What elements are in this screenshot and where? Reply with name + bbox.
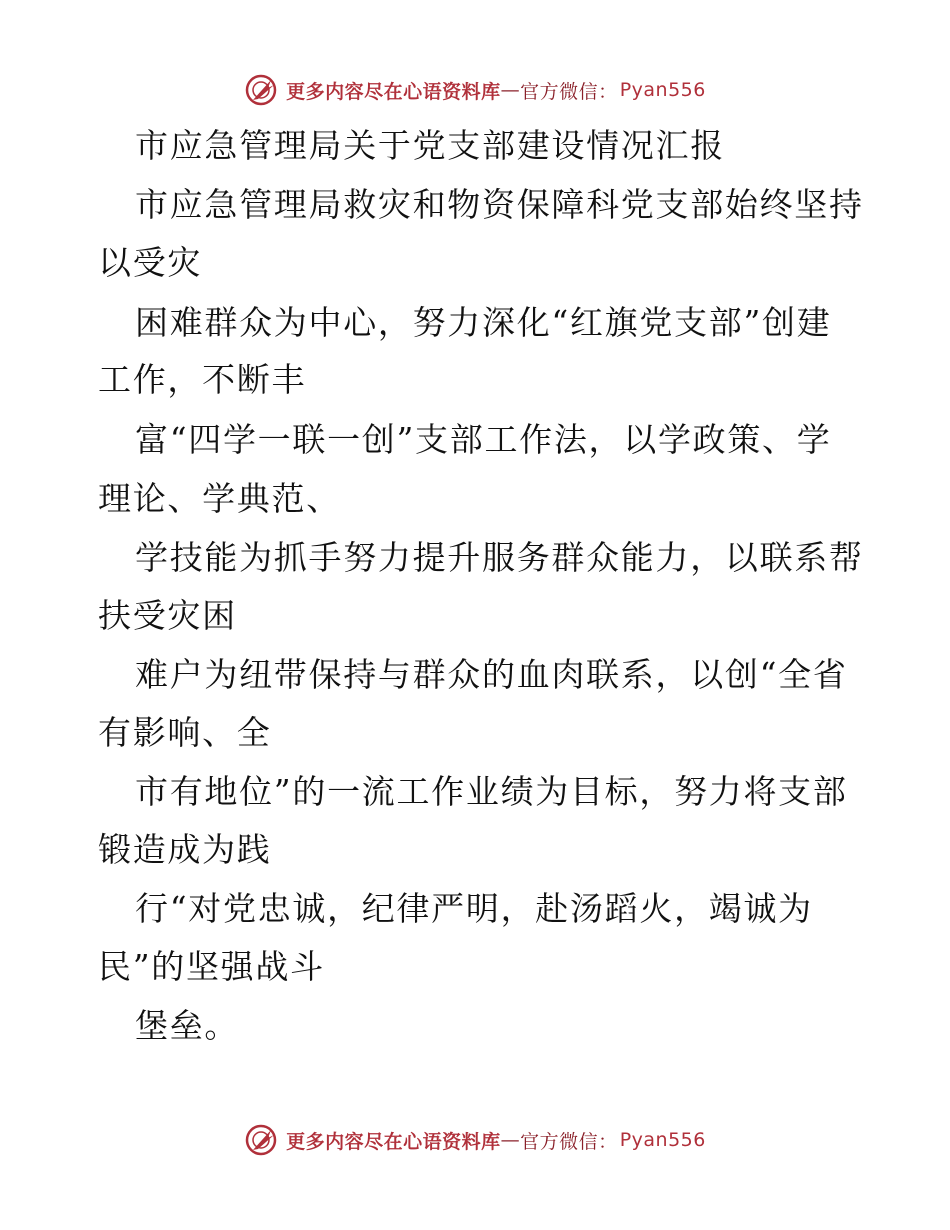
paragraph-line: 市有地位”的一流工作业绩为目标，努力将支部 <box>135 772 848 811</box>
footer-watermark-banner <box>0 1120 950 1160</box>
paragraph-line: 堡垒。 <box>135 1006 240 1045</box>
paragraph-line: 扶受灾困 <box>98 596 237 635</box>
footer-banner-wechat-id: Pyan556 <box>619 1129 706 1151</box>
footer-banner-sub: 官方微信： <box>520 1130 618 1153</box>
paragraph-line: 困难群众为中心，努力深化“红旗党支部”创建 <box>135 303 832 342</box>
paragraph-line: 行“对党忠诚，纪律严明，赴汤蹈火，竭诚为 <box>135 889 813 928</box>
paragraph-line: 学技能为抓手努力提升服务群众能力，以联系帮 <box>135 538 864 577</box>
paragraph-line: 富“四学一联一创”支部工作法，以学政策、学 <box>135 420 832 459</box>
paragraph-line: 工作，不断丰 <box>98 360 307 399</box>
header-banner-dash: — <box>500 79 521 101</box>
paragraph-line: 以受灾 <box>98 243 203 282</box>
paragraph-line: 市应急管理局救灾和物资保障科党支部始终坚持 <box>135 185 864 224</box>
footer-banner-dash: — <box>500 1129 521 1151</box>
paragraph-line: 锻造成为践 <box>98 830 272 869</box>
paragraph-line: 民”的坚强战斗 <box>98 947 325 986</box>
paragraph-line: 理论、学典范、 <box>98 479 341 518</box>
quill-logo-icon <box>244 1123 278 1157</box>
footer-banner-text <box>286 1127 706 1154</box>
footer-banner-main: 更多内容尽在心语资料库 <box>286 1130 501 1153</box>
header-banner-wechat-id: Pyan556 <box>619 79 706 101</box>
document-title: 市应急管理局关于党支部建设情况汇报 <box>135 126 725 165</box>
paragraph-line: 有影响、全 <box>98 713 272 752</box>
paragraph-line: 难户为纽带保持与群众的血肉联系，以创“全省 <box>135 655 848 694</box>
header-banner-sub: 官方微信： <box>520 80 618 103</box>
header-banner-main: 更多内容尽在心语资料库 <box>286 80 501 103</box>
